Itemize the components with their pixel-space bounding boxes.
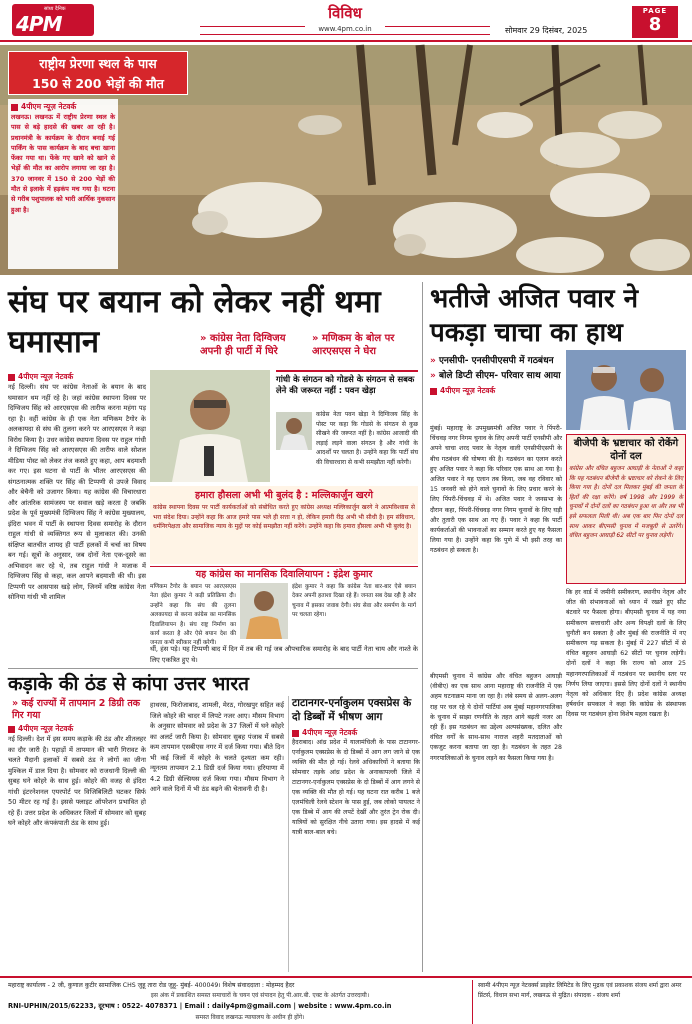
- pawar-bullets: [430, 355, 562, 396]
- sheep-photo: [0, 45, 692, 275]
- logo[interactable]: [12, 4, 94, 36]
- issue-date: सोमवार 29 दिसंबर, 2025: [505, 26, 588, 35]
- pawar-body-2: बीएमसी चुनाव में कांग्रेस और वंचित बहुजन आघाड़ी (वीबीए) का एक साथ आना महाराष्ट्र की राजनीति में एक अहम घटनाक्रम माना जा रहा है। लंबे समय से अलग-अलग राह पर चल रहे ये दोनों पार्टियां अब मुंबई महानगरपालिका के चुनाव में साझा रणनीति के तहत आगे बढ़ती नजर आ रही हैं। इस गठबंधन का उद्देश्य अल्पसंख्यक, दलित और वंचित वर्गों के साथ-साथ नाराज शहरी मतदाताओं को एकजुट करना बताया जा रहा है। गठबंधन के तहत 28 नगरपालिकाओं के चुनाव लड़ने का फैसला किया गया है।: [430, 673, 562, 762]
- khera-portrait-illustration: [276, 412, 312, 450]
- kharge-body: कांग्रेस स्थापना दिवस पर पार्टी कार्यकर्ताओं को संबोधित करते हुए कांग्रेस अध्यक्ष मल्लिकार्जुन खरगे ने आत्मविश्वास से भरा संदेश दिया। उन्होंने कहा कि आज हमारे पास भले ही सत्ता न हो, लेकिन हमारी रीढ़ अभी भी सीधी है। हम संविधान, धर्मनिरपेक्षता और सामाजिक न्याय के मुद्दों पर कोई समझौता नहीं करेंगे। उन्होंने कहा कि हमारा हौसला अभी भी बुलंद है।: [153, 504, 415, 530]
- khera-photo: [276, 412, 312, 450]
- khera-quote-body: कांग्रेस नेता पवन खेड़ा ने दिग्विजय सिंह के पोस्ट पर कहा कि गोडसे के संगठन से कुछ सीखने की जरूरत नहीं है। कांग्रेस आजादी की लड़ाई लड़ने वाला संगठन है और गांधी के आदर्शों पर चलता है। उन्होंने कहा कि पार्टी संघ की विचारधारा से कभी समझौता नहीं करेगी।: [316, 411, 418, 466]
- kharge-box: [150, 486, 418, 564]
- footer-divider: [472, 980, 473, 1024]
- train-col: [292, 728, 420, 970]
- sheep-headline-1: राष्ट्रीय प्रेरणा स्थल के पास: [39, 56, 157, 71]
- congress-body-2: थीं, हंस पड़े। यह टिप्पणी बाद में दिन में तब की गई जब औपचारिक समारोह के बाद पार्टी नेता चाय और नाश्ते के लिए एकत्रित हुए थे।: [150, 645, 418, 664]
- sheep-byline: 4पीएम न्यूज़ नेटवर्क: [11, 102, 115, 112]
- footer-owner: स्वामी 4पीएम न्यूज़ नेटवर्क्स प्राइवेट लिमिटेड के लिए मुद्रक एवं प्रकाशक संजय शर्मा द्वारा अमर प्रिंटर्स, विधान सभा मार्ग, लखनऊ से मुद्रित। संपादक - संजय शर्मा: [478, 982, 682, 999]
- indresh-body-1: मणिकम टैगोर के बयान पर आरएसएस नेता इंद्रेश कुमार ने कड़ी प्रतिक्रिया दी। उन्होंने कहा कि संघ की तुलना अलकायदा से करना कांग्रेस का मानसिक दिवालियापन है। संघ राष्ट्र निर्माण का कार्य करता है और ऐसे बयान देश की जनता कभी स्वीकार नहीं करेगी।: [150, 584, 236, 647]
- khera-quote-box: [276, 370, 418, 482]
- pawar-portrait-illustration: [566, 350, 686, 430]
- cold-separator: [8, 668, 418, 669]
- train-byline: 4पीएम न्यूज़ नेटवर्क: [292, 728, 420, 738]
- pawar-photo: [566, 350, 686, 430]
- pawar-headline: भतीजे अजित पवार ने पकड़ा चाचा का हाथ: [430, 284, 639, 348]
- train-headline: टाटानगर-एर्नाकुलम एक्सप्रेस के दो डिब्बों में भीषण आग: [292, 697, 412, 723]
- cold-headline: कड़ाके की ठंड से कांपा उत्तर भारत: [8, 673, 249, 695]
- pawar-body-3: कि हर वार्ड में जमीनी समीकरण, स्थानीय नेतृत्व और जीत की संभावनाओं को ध्यान में रखते हुए सीट बंटवारे पर फैसला होगा। बीएमसी चुनाव में यह नया समीकरण सत्ताधारी और अन्य विपक्षी दलों के लिए चुनौती बन सकता है और मुंबई की राजनीति में नए समीकरण गढ़ सकता है। मुंबई में 227 सीटों में से वंचित बहुजन आघाड़ी 62 सीटों पर चुनाव लड़ेगी। दोनों दलों ने कहा कि राज्य को आज 25 महानगरपालिकाओं में गठबंधन पर स्थानीय स्तर पर निर्णय लिया जाएगा। इससे लिए दोनों दलों ने स्थानीय नेतृत्व को अधिकार दिए हैं। प्रदेश कांग्रेस अध्यक्ष हर्षवर्धन सपकाल ने कहा कि कांग्रेस के संस्थापक दिवस पर गठबंधन होना विशेष महत्व रखता है।: [566, 589, 686, 719]
- cold-body-2: हाथरस, फिरोजाबाद, शामली, मेरठ, गोरखपुर सहित कई जिले कोहरे की चादर में लिपटे नजर आए। मौसम विभाग के अनुसार सोमवार को प्रदेश के 37 जिलों में घने कोहरे का अलर्ट जारी किया है। सोमवार सुबह पंजाब में सबसे कम तापमान एसबीएस नगर में दर्ज किया गया। बीते दिन भी कई जिलों में कोहरे के चलते दृश्यता कम रही। न्यूनतम तापमान 2.1 डिग्री दर्ज किया गया। हरियाणा में 4.2 डिग्री सेल्सियस दर्ज किया गया। मौसम विभाग ने आने वाले दिनों में भी ठंड बढ़ने की चेतावनी दी है।: [150, 701, 284, 793]
- indresh-body-2: इंद्रेश कुमार ने कहा कि कांग्रेस नेता बार-बार ऐसे बयान देकर अपनी हताशा दिखा रहे हैं। जनता सब देख रही है और चुनाव में इसका जवाब देगी। संघ सेवा और समर्पण के मार्ग पर चलता रहेगा।: [292, 584, 416, 619]
- page-number: 8: [648, 14, 662, 35]
- page-badge: [632, 6, 678, 38]
- sheep-body: लखनऊ। लखनऊ में राष्ट्रीय प्रेरणा स्थल के पास से बड़े हादसे की खबर आ रही है। प्रधानमंत्री के कार्यक्रम के दौरान बनाई गई पार्किंग के पास कार्यक्रम के बाद बचा खाना फेंका गया था। फेंके गए खाने को खाने से भेड़ों की मौत का आरोप लगाया जा रहा है। 370 जानवर में 150 से 200 भेड़ों की मौत से इलाके में हड़कंप मच गया है। घटना से गरीब पशुपालक को भारी आर्थिक नुकसान हुआ है।: [11, 113, 115, 214]
- indresh-portrait-illustration: [240, 583, 288, 639]
- cold-col-1: [8, 724, 146, 974]
- congress-body-1: नई दिल्ली। संघ पर कांग्रेस नेताओं के बयान के बाद घमासान थम नहीं रहे है। जहां कांग्रेस स्थापना दिवस पर दिग्विजय सिंह को आरएसएस की तारीफ करना महंगा पड़ रहा है। वहीं कांग्रेस के ही एक नेता मणिकम टैगोर के अलकायदा से संघ की तुलना करने पर आरएसएस ने कड़ा विरोध किया है। उधर कांग्रेस स्थापना दिवस पर राहुल गांधी ने दिग्विजय सिंह को आरएसएस की तारीफ वाले सोशल मीडिया पोस्ट को लेकर तंज कसते हुए कहा, आप बदमाशी कर गए। इस घटना से पार्टी के भीतर आरएसएस की संगठनात्मक शक्ति पर सिंह की टिप्पणी से उपजे विवाद और बेचैनी को उजागर किया। यह कांग्रेस की विचारधारा और आंतरिक सामंजस्य पर सवाल खड़े करता है जबकि प्रदेश के पूर्व मुख्यमंत्री दिग्विजय सिंह ने कांग्रेस मुख्यालय, इंदिरा भवन में पार्टी के स्थापना दिवस समारोह के दौरान राहुल गांधी से व्यक्तिगत रूप से मुलाकात की। उनकी संक्षिप्त बातचीत शायद ही पार्टी हलकों में चर्चा का विषय बन गई। सूत्रों के अनुसार, जब दोनों नेता एक-दूसरे का अभिवादन कर रहे थे, तब राहुल गांधी ने मजाक में दिग्विजय सिंह से कहा, कल आपने बदमाशी की थी। इस टिप्पणी पर आसपास खड़े लोग, जिनमें वरिष्ठ कांग्रेस नेता सोनिया गांधी भी शामिल: [8, 383, 146, 601]
- khera-quote-headline: गांधी के संगठन को गोडसे के संगठन से सबक लेने की जरूरत नहीं : पवन खेड़ा: [276, 374, 415, 395]
- footer-office: महाराष्ट्र कार्यालय - 2 जी, कुणाल कुटीर सामाजिक CHS जुहू तारा रोड जुहू- मुंबई- 400049। विशेष संवाददाता : मोहम्मद हैदर: [8, 982, 295, 989]
- bjp-body: कांग्रेस और वंचित बहुजन आघाड़ी के नेताओं ने कहा कि यह गठबंधन बीजेपी के भ्रष्टाचार को रोकने के लिए किया गया है। दोनों दल मिलकर मुंबई की जनता के हितों की रक्षा करेंगे। वर्ष 1998 और 1999 के चुनावों में दोनों दलों का गठबंधन हुआ था और तब भी इसे सफलता मिली थी। अब एक बार फिर दोनों दल साथ आकर बीएमसी चुनाव में मजबूती से उतरेंगे। वंचित बहुजन आघाड़ी 62 सीटों पर चुनाव लड़ेगी।: [569, 466, 683, 540]
- pawar-body-1: मुंबई। महाराष्ट्र के उपमुख्यमंत्री अजित पवार ने पिंपरी-चिंचवड़ नगर निगम चुनाव के लिए अपनी पार्टी एनसीपी और अपने चाचा शरद पवार के नेतृत्व वाली एनसीपीएसपी के बीच गठबंधन की घोषणा की है। गठबंधन का एलान करते हुए अजित पवार ने कहा कि परिवार एक साथ आ गया है। अजित पवार ने यह एलान तब किया, जब वह रविवार को 15 जनवरी को होने वाले चुनावों के लिए प्रचार करने के लिए पिंपरी-चिंचवड़ में थे। अजित पवार ने जनसभा के दौरान कहा, पिंपरी-चिंचवड़ नगर निगम चुनावों के लिए घड़ी और तुतारी एक साथ आ गए हैं। पवार ने कहा कि पार्टी कार्यकर्ताओं की भावनाओं का सम्मान करते हुए यह फैसला लिया गया है। उन्होंने कहा कि पुणे में भी इसी तरह का गठबंधन हो सकता है।: [430, 425, 562, 555]
- footer-court: समस्त विवाद लखनऊ न्यायालय के अधीन ही होंगे।: [195, 1014, 305, 1021]
- logo-tagline: सांध्य दैनिक: [44, 6, 66, 12]
- congress-kicker-1: » कांग्रेस नेता दिग्विजय अपनी ही पार्टी में घिरे: [200, 333, 286, 357]
- sheep-headline-2: 150 से 200 भेड़ों की मौत: [32, 76, 164, 91]
- train-body: हैदराबाद। आंध्र प्रदेश में यालामंचिली के पास टाटानगर-एर्नाकुलम एक्सप्रेस के दो डिब्बों में आग लग जाने से एक व्यक्ति की मौत हो गई। रेलवे अधिकारियों ने बताया कि सोमवार तड़के आंध्र प्रदेश के अनाकापल्ली जिले में टाटानगर-एर्नाकुलम एक्सप्रेस के दो डिब्बों में आग लगने से एक व्यक्ति की मौत हो गई। यह घटना रात करीब 1 बजे एलमंचिली रेलवे स्टेशन के पास हुई, जब लोको पायलट ने एक डिब्बे में आग की लपटें देखीं और तुरंत ट्रेन रोक दी। यात्रियों को सुरक्षित नीचे उतारा गया। इस हादसे में कई यात्री बाल-बाल बचे।: [292, 739, 420, 836]
- digvijay-photo: [150, 370, 270, 482]
- footer-disclaimer: इस अंक में प्रकाशित समस्त समाचारों के चयन एवं संपादन हेतु पी.आर.बी. एक्ट के अंतर्गत उत्तरदायी।: [150, 992, 370, 999]
- train-divider: [288, 696, 289, 972]
- cold-body-1: नई दिल्ली। देश में इस समय कड़ाके की ठंड और शीतलहर का दौर जारी है। पहाड़ों में तापमान की भारी गिरावट के चलते मैदानी इलाकों में सबसे ठंड ने लोगों का जीना मुश्किल में डाल दिया है। सोमवार को राजधानी दिल्ली की सुबह घने कोहरे के साथ हुई। कोहरे की वजह से इंदिरा गांधी इंटरनेशनल एयरपोर्ट पर विजिबिलिटी घटकर सिर्फ 50 मीटर रह गई है। इससे फ्लाइट ऑपरेशन प्रभावित हो रहे हैं। उत्तर प्रदेश के अधिकतर जिलों में सोमवार को सुबह घने कोहरे और कंपकंपाती ठंड के साथ हुई।: [8, 735, 146, 827]
- cold-kicker: » कई राज्यों में तापमान 2 डिग्री तक गिर गया: [12, 698, 152, 722]
- page-label: PAGE: [642, 7, 668, 15]
- kharge-headline: हमारा हौसला अभी भी बुलंद है : मल्लिकार्जुन खरगे: [194, 490, 374, 501]
- congress-col-1: [8, 372, 146, 616]
- indresh-headline: यह कांग्रेस का मानसिक दिवालियापन : इंद्रेश कुमार: [195, 569, 373, 580]
- sheep-text-box: [8, 99, 118, 269]
- website-label: www.4pm.co.in: [305, 25, 385, 33]
- column-divider-1: [422, 282, 423, 972]
- bjp-box: [566, 434, 686, 584]
- footer: [0, 976, 692, 1024]
- pawar-bullet-1: » एनसीपी- एनसीपीएसपी में गठबंधन: [430, 355, 562, 367]
- cold-byline: 4पीएम न्यूज़ नेटवर्क: [8, 724, 146, 734]
- indresh-box: [150, 566, 418, 647]
- pawar-bullet-2: » बोले डिप्टी सीएम- परिवार साथ आया: [430, 370, 562, 382]
- pawar-byline: 4पीएम न्यूज़ नेटवर्क: [430, 386, 562, 396]
- congress-headline: संघ पर बयान को लेकर नहीं थमा घमासान: [8, 284, 381, 360]
- sheep-headline-banner: [8, 51, 188, 95]
- footer-registration: RNI-UPHIN/2015/62233, दूरभाष : 0522- 4078371 | Email : daily4pm@gmail.com | website : www.4pm.co.in: [8, 1002, 392, 1010]
- section-title: विविध: [328, 4, 362, 22]
- indresh-photo: [240, 583, 288, 639]
- congress-byline: 4पीएम न्यूज़ नेटवर्क: [8, 372, 146, 382]
- digvijay-portrait-illustration: [150, 370, 270, 482]
- masthead: [0, 0, 692, 42]
- bjp-headline: बीजेपी के भ्रष्टाचार को रोकेंगे दोनों दल: [573, 438, 679, 462]
- congress-kicker-2: » मणिकम के बोल पर आरएसएस ने घेरा: [312, 333, 395, 357]
- logo-text: 4PM: [16, 12, 62, 36]
